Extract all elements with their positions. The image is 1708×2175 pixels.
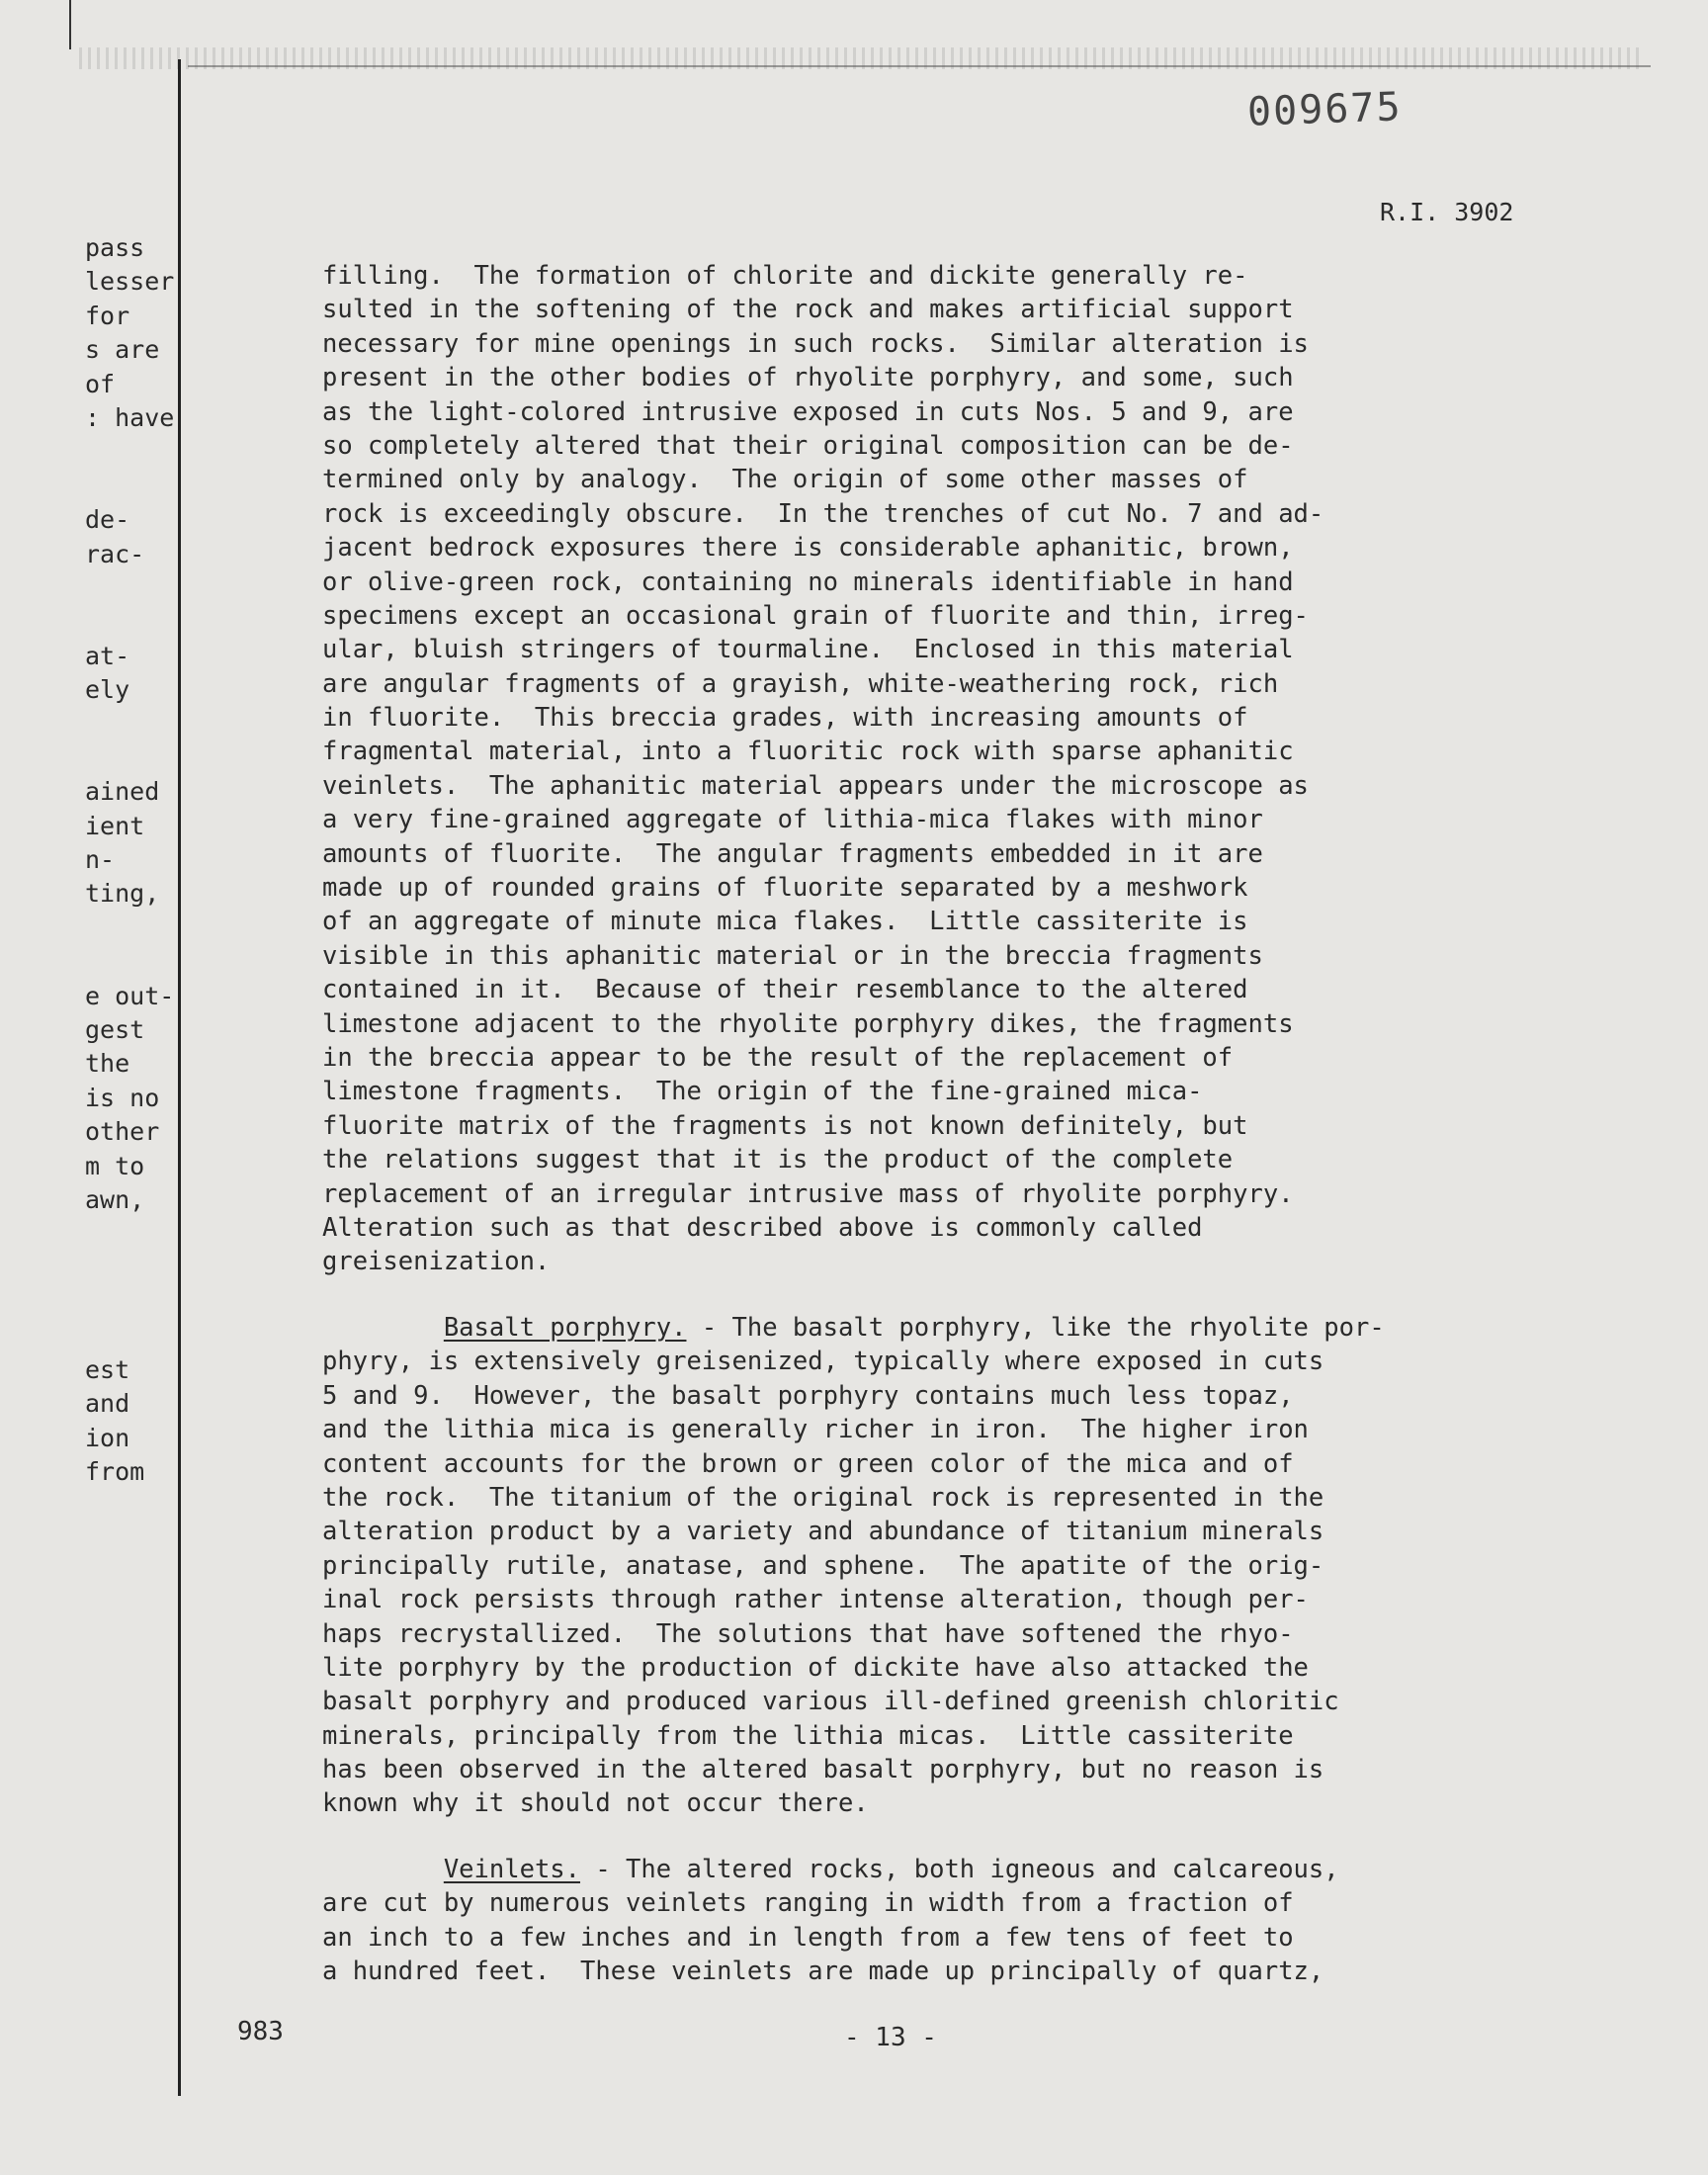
- text-line: inal rock persists through rather intense alteration, though per-: [322, 1585, 1309, 1615]
- text-line: specimens except an occasional grain of fluorite and thin, irreg-: [322, 600, 1309, 631]
- margin-fragment-line: m to: [85, 1151, 145, 1180]
- margin-fragment-line: lesser: [85, 267, 175, 297]
- margin-fragment-line: ting,: [85, 879, 160, 909]
- margin-fragment-line: is no: [85, 1083, 160, 1112]
- section-heading-veinlets: Veinlets.: [443, 1855, 580, 1884]
- margin-fragment-line: and: [85, 1389, 130, 1419]
- text-line: replacement of an irregular intrusive mass of rhyolite porphyry.: [322, 1178, 1294, 1209]
- text-line: amounts of fluorite. The angular fragments embedded in it are: [322, 838, 1263, 869]
- text-line: contained in it. Because of their resemblance to the altered: [322, 975, 1248, 1005]
- text-line: filling. The formation of chlorite and dickite generally re-: [322, 261, 1248, 291]
- text-line: principally rutile, anatase, and sphene. The apatite of the orig-: [322, 1550, 1324, 1581]
- text-line: are angular fragments of a grayish, white-weathering rock, rich: [322, 668, 1279, 699]
- text-line: visible in this aphanitic material or in the breccia fragments: [322, 940, 1263, 971]
- text-line: in fluorite. This breccia grades, with increasing amounts of: [322, 703, 1248, 734]
- line-text: - The basalt porphyry, like the rhyolite por-: [686, 1313, 1385, 1343]
- text-line: phyry, is extensively greisenized, typically where exposed in cuts: [322, 1347, 1324, 1377]
- text-line: jacent bedrock exposures there is considerable aphanitic, brown,: [322, 533, 1294, 564]
- text-line: content accounts for the brown or green color of the mica and of: [322, 1448, 1294, 1479]
- text-line: basalt porphyry and produced various ill-defined greenish chloritic: [322, 1687, 1339, 1717]
- margin-fragment-line: [85, 605, 180, 639]
- text-line: minerals, principally from the lithia micas. Little cassiterite: [322, 1720, 1294, 1751]
- margin-fragment-line: from: [85, 1457, 145, 1487]
- margin-fragment-line: [85, 741, 180, 775]
- text-line: veinlets. The aphanitic material appears under the microscope as: [322, 770, 1309, 801]
- paragraph-basalt-porphyry: [322, 1311, 1459, 1821]
- margin-fragment-line: for: [85, 301, 130, 330]
- text-line: made up of rounded grains of fluorite separated by a meshwork: [322, 873, 1248, 904]
- margin-fragment-line: de-: [85, 505, 130, 535]
- margin-fragment-line: [85, 435, 180, 469]
- paragraph-first-line: [322, 1853, 1459, 1886]
- text-line: Alteration such as that described above is commonly called: [322, 1212, 1203, 1243]
- page-number: - 13 -: [844, 2023, 937, 2052]
- margin-fragment-line: [85, 1252, 180, 1285]
- text-line: fluorite matrix of the fragments is not known definitely, but: [322, 1110, 1248, 1141]
- margin-fragment-line: e out-: [85, 981, 175, 1010]
- text-line: 5 and 9. However, the basalt porphyry contains much less topaz,: [322, 1380, 1294, 1411]
- text-line: lite porphyry by the production of dickite have also attacked the: [322, 1652, 1309, 1683]
- text-line: termined only by analogy. The origin of some other masses of: [322, 465, 1248, 495]
- text-line: present in the other bodies of rhyolite porphyry, and some, such: [322, 363, 1294, 393]
- section-heading-basalt-porphyry: Basalt porphyry.: [443, 1313, 687, 1343]
- margin-fragment-line: s are: [85, 335, 160, 365]
- text-line: known why it should not occur there.: [322, 1788, 869, 1819]
- text-line: the rock. The titanium of the original rock is represented in the: [322, 1482, 1324, 1513]
- text-line: or olive-green rock, containing no minerals identifiable in hand: [322, 566, 1294, 597]
- text-line: rock is exceedingly obscure. In the trenches of cut No. 7 and ad-: [322, 498, 1324, 529]
- paragraph-first-line: [322, 1311, 1459, 1345]
- margin-fragment-line: other: [85, 1117, 160, 1147]
- binding-mark: [69, 0, 71, 49]
- margin-fragment-line: ained: [85, 777, 160, 807]
- text-line: a hundred feet. These veinlets are made up principally of quartz,: [322, 1957, 1324, 1987]
- margin-fragment-line: [85, 945, 180, 979]
- margin-fragment-line: awn,: [85, 1184, 145, 1214]
- text-line: ular, bluish stringers of tourmaline. Enclosed in this material: [322, 635, 1294, 665]
- text-line: an inch to a few inches and in length from a few tens of feet to: [322, 1922, 1294, 1953]
- text-line: necessary for mine openings in such rocks. Similar alteration is: [322, 328, 1309, 359]
- margin-fragment-line: [85, 1217, 180, 1251]
- margin-fragment-line: pass: [85, 233, 145, 262]
- stamped-document-number: 009675: [1246, 84, 1404, 135]
- margin-fragment-line: of: [85, 369, 116, 398]
- text-line: haps recrystallized. The solutions that have softened the rhyo-: [322, 1618, 1294, 1649]
- text-line: greisenization.: [322, 1247, 551, 1277]
- text-line: are cut by numerous veinlets ranging in width from a fraction of: [322, 1888, 1294, 1919]
- margin-fragment-line: ion: [85, 1423, 130, 1452]
- text-line: as the light-colored intrusive exposed in cuts Nos. 5 and 9, are: [322, 396, 1294, 427]
- margin-fragment-line: [85, 571, 180, 605]
- margin-fragment-line: est: [85, 1354, 130, 1384]
- margin-fragment-line: [85, 912, 180, 945]
- margin-fragment-line: gest: [85, 1014, 145, 1044]
- footer-margin-number: 983: [237, 2017, 284, 2046]
- paragraph-veinlets: [322, 1853, 1459, 1989]
- margin-fragment-line: the: [85, 1049, 130, 1079]
- page-top-rule: [188, 65, 1651, 67]
- paragraph-greisen-alteration: [322, 259, 1459, 1279]
- margin-fragment-line: ely: [85, 675, 130, 705]
- text-line: fragmental material, into a fluoritic rock with sparse aphanitic: [322, 737, 1294, 767]
- report-id: R.I. 3902: [1380, 198, 1514, 226]
- margin-fragment-line: rac-: [85, 539, 145, 568]
- text-line: of an aggregate of minute mica flakes. Little cassiterite is: [322, 907, 1248, 937]
- margin-fragment-line: [85, 1320, 180, 1353]
- line-text: - The altered rocks, both igneous and calcareous,: [580, 1855, 1339, 1884]
- margin-fragment-line: [85, 470, 180, 503]
- text-line: in the breccia appear to be the result of the replacement of: [322, 1042, 1234, 1073]
- margin-fragment-line: at-: [85, 641, 130, 670]
- text-line: sulted in the softening of the rock and makes artificial support: [322, 295, 1294, 325]
- text-line: the relations suggest that it is the product of the complete: [322, 1145, 1234, 1175]
- margin-fragment-line: ient: [85, 811, 145, 840]
- left-margin-fragments: [85, 231, 180, 1489]
- text-line: so completely altered that their original composition can be de-: [322, 430, 1294, 461]
- margin-fragment-line: [85, 707, 180, 740]
- text-line: a very fine-grained aggregate of lithia-mica flakes with minor: [322, 805, 1263, 835]
- text-line: has been observed in the altered basalt porphyry, but no reason is: [322, 1755, 1324, 1785]
- margin-fragment-line: [85, 1285, 180, 1319]
- text-line: and the lithia mica is generally richer in iron. The higher iron: [322, 1415, 1309, 1445]
- text-line: limestone adjacent to the rhyolite porphyry dikes, the fragments: [322, 1008, 1294, 1039]
- margin-fragment-line: n-: [85, 845, 116, 875]
- text-line: limestone fragments. The origin of the fine-grained mica-: [322, 1077, 1203, 1107]
- text-line: alteration product by a variety and abundance of titanium minerals: [322, 1517, 1324, 1547]
- margin-fragment-line: : have: [85, 402, 175, 432]
